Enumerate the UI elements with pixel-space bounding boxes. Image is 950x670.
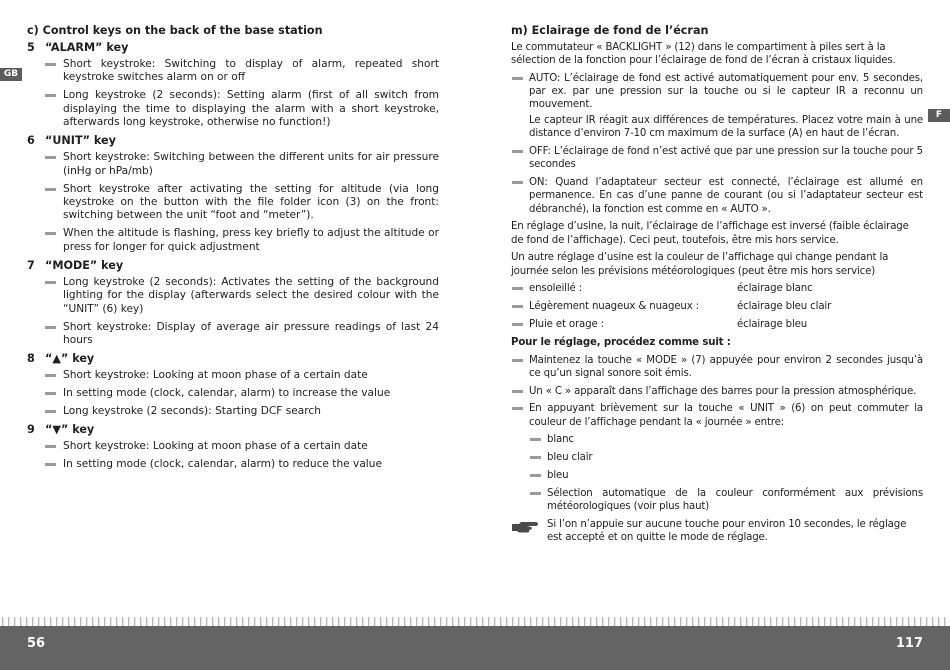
key-heading-down <box>27 423 439 437</box>
bullet-item: Short keystroke: Switching between the different units for air pressure (inHg or hPa/mb) <box>27 151 439 178</box>
bullet-item-on: ON: Quand l’adaptateur secteur est connecté, l’éclairage est allumé en permanence. En cas d’une panne de courant (ou si l’adaptateur secteur est débranché), la fonction est comme en « AUTO ». <box>511 176 923 216</box>
bullet-item: In setting mode (clock, calendar, alarm) to increase the value <box>27 387 439 400</box>
color-option: Sélection automatique de la couleur conformément aux prévisions météorologiques (voir plus haut) <box>511 487 923 513</box>
language-tab-f: F <box>928 109 950 122</box>
bullet-item-auto: AUTO: L’éclairage de fond est activé automatiquement pour env. 5 secondes, par ex. par une pression sur la touche ou si le capteur IR a reconnu un mouvement. <box>511 72 923 112</box>
bullet-item: Long keystroke (2 seconds): Setting alarm (first of all switch from displaying the time to displaying the alarm with a short keystroke, afterwards long keystroke, otherwise no function!) <box>27 89 439 129</box>
left-column <box>27 24 439 476</box>
page-number-left: 56 <box>27 636 46 651</box>
note <box>511 518 923 544</box>
key-heading-unit <box>27 134 439 148</box>
bullet-item: Long keystroke (2 seconds): Activates the setting of the background lighting for the display (afterwards select the desired colour with the “UNIT” (6) key) <box>27 276 439 316</box>
weather-lighting: éclairage bleu clair <box>737 301 832 313</box>
paragraph: En réglage d’usine, la nuit, l’éclairage de l’affichage est inversé (faible éclairage de fond de l’affichage). Ceci peut, toutefois, être mis hors service. <box>511 221 909 246</box>
bullet-item: Short keystroke: Switching to display of alarm, repeated short keystroke switches alarm on or off <box>27 58 439 85</box>
key-title: “MODE” key <box>45 258 124 272</box>
weather-row <box>511 282 923 295</box>
bullet-item: Short keystroke: Display of average air pressure readings of last 24 hours <box>27 321 439 348</box>
bullet-item: Short keystroke after activating the setting for altitude (via long keystroke on the button with the file folder icon (3) on the front: switching between the unit “foot and “meter”). <box>27 183 439 223</box>
key-number: 9 <box>27 423 35 437</box>
bullet-item: When the altitude is flashing, press key briefly to adjust the altitude or press for longer for quick adjustment <box>27 227 439 254</box>
auto-note: Le capteur IR réagit aux différences de températures. Placez votre main à une distance d’environ 7-10 cm maximum de la surface (A) en haut de l’écran. <box>529 115 923 140</box>
pointing-hand-icon <box>511 520 539 538</box>
section-title: c) Control keys on the back of the base station <box>27 24 323 37</box>
step-item: Un « C » apparaît dans l’affichage des barres pour la pression atmosphérique. <box>511 385 923 398</box>
weather-lighting: éclairage blanc <box>737 283 813 295</box>
intro-paragraph: Le commutateur « BACKLIGHT » (12) dans le compartiment à piles sert à la sélection de la fonction pour l’éclairage de fond de l’écran à cristaux liquides. <box>511 42 896 67</box>
color-option: blanc <box>511 433 923 446</box>
page-footer <box>0 626 950 670</box>
color-option: bleu clair <box>511 451 923 464</box>
bullet-item: Short keystroke: Looking at moon phase of a certain date <box>27 369 439 382</box>
weather-condition: ensoleillé : <box>529 283 582 295</box>
key-title: “▼” key <box>45 423 95 437</box>
weather-lighting: éclairage bleu <box>737 319 808 330</box>
key-title: “ALARM” key <box>45 41 129 54</box>
bullet-item-off: OFF: L’éclairage de fond n’est activé que par une pression sur la touche pour 5 secondes <box>511 145 923 171</box>
key-number: 5 <box>27 41 35 54</box>
note-text: Si l’on n’appuie sur aucune touche pour environ 10 secondes, le réglage est accepté et on quitte le mode de réglage. <box>547 518 907 543</box>
key-number: 8 <box>27 352 35 366</box>
paragraph: Un autre réglage d’usine est la couleur de l’affichage qui change pendant la journée selon les prévisions météorologiques (peut être mis hors service) <box>511 252 889 277</box>
weather-row <box>511 300 923 313</box>
page-ruler <box>0 617 950 626</box>
key-heading-mode <box>27 259 439 273</box>
section-title: m) Eclairage de fond de l’écran <box>511 24 709 37</box>
right-column <box>511 24 923 544</box>
bullet-item: Short keystroke: Looking at moon phase of a certain date <box>27 440 439 453</box>
color-option: bleu <box>511 469 923 482</box>
weather-condition: Pluie et orage : <box>529 319 604 330</box>
key-title: “UNIT” key <box>45 134 116 148</box>
bullet-item: In setting mode (clock, calendar, alarm) to reduce the value <box>27 458 439 471</box>
step-item: En appuyant brièvement sur la touche « UNIT » (6) on peut commuter la couleur de l’affichage pendant la « journée » entre: <box>511 402 923 428</box>
key-title: “▲” key <box>45 352 95 366</box>
weather-row <box>511 318 923 331</box>
procedure-title: Pour le réglage, procédez comme suit : <box>511 336 731 348</box>
key-heading-up <box>27 352 439 366</box>
key-heading-alarm <box>27 41 439 55</box>
page-number-right: 117 <box>895 636 923 651</box>
step-item: Maintenez la touche « MODE » (7) appuyée pour environ 2 secondes jusqu’à ce qu’un signal sonore soit émis. <box>511 354 923 380</box>
key-number: 6 <box>27 134 35 148</box>
weather-condition: Légèrement nuageux & nuageux : <box>529 301 699 313</box>
key-number: 7 <box>27 258 35 272</box>
language-tab-gb: GB <box>0 68 22 81</box>
bullet-item: Long keystroke (2 seconds): Starting DCF search <box>27 405 439 418</box>
